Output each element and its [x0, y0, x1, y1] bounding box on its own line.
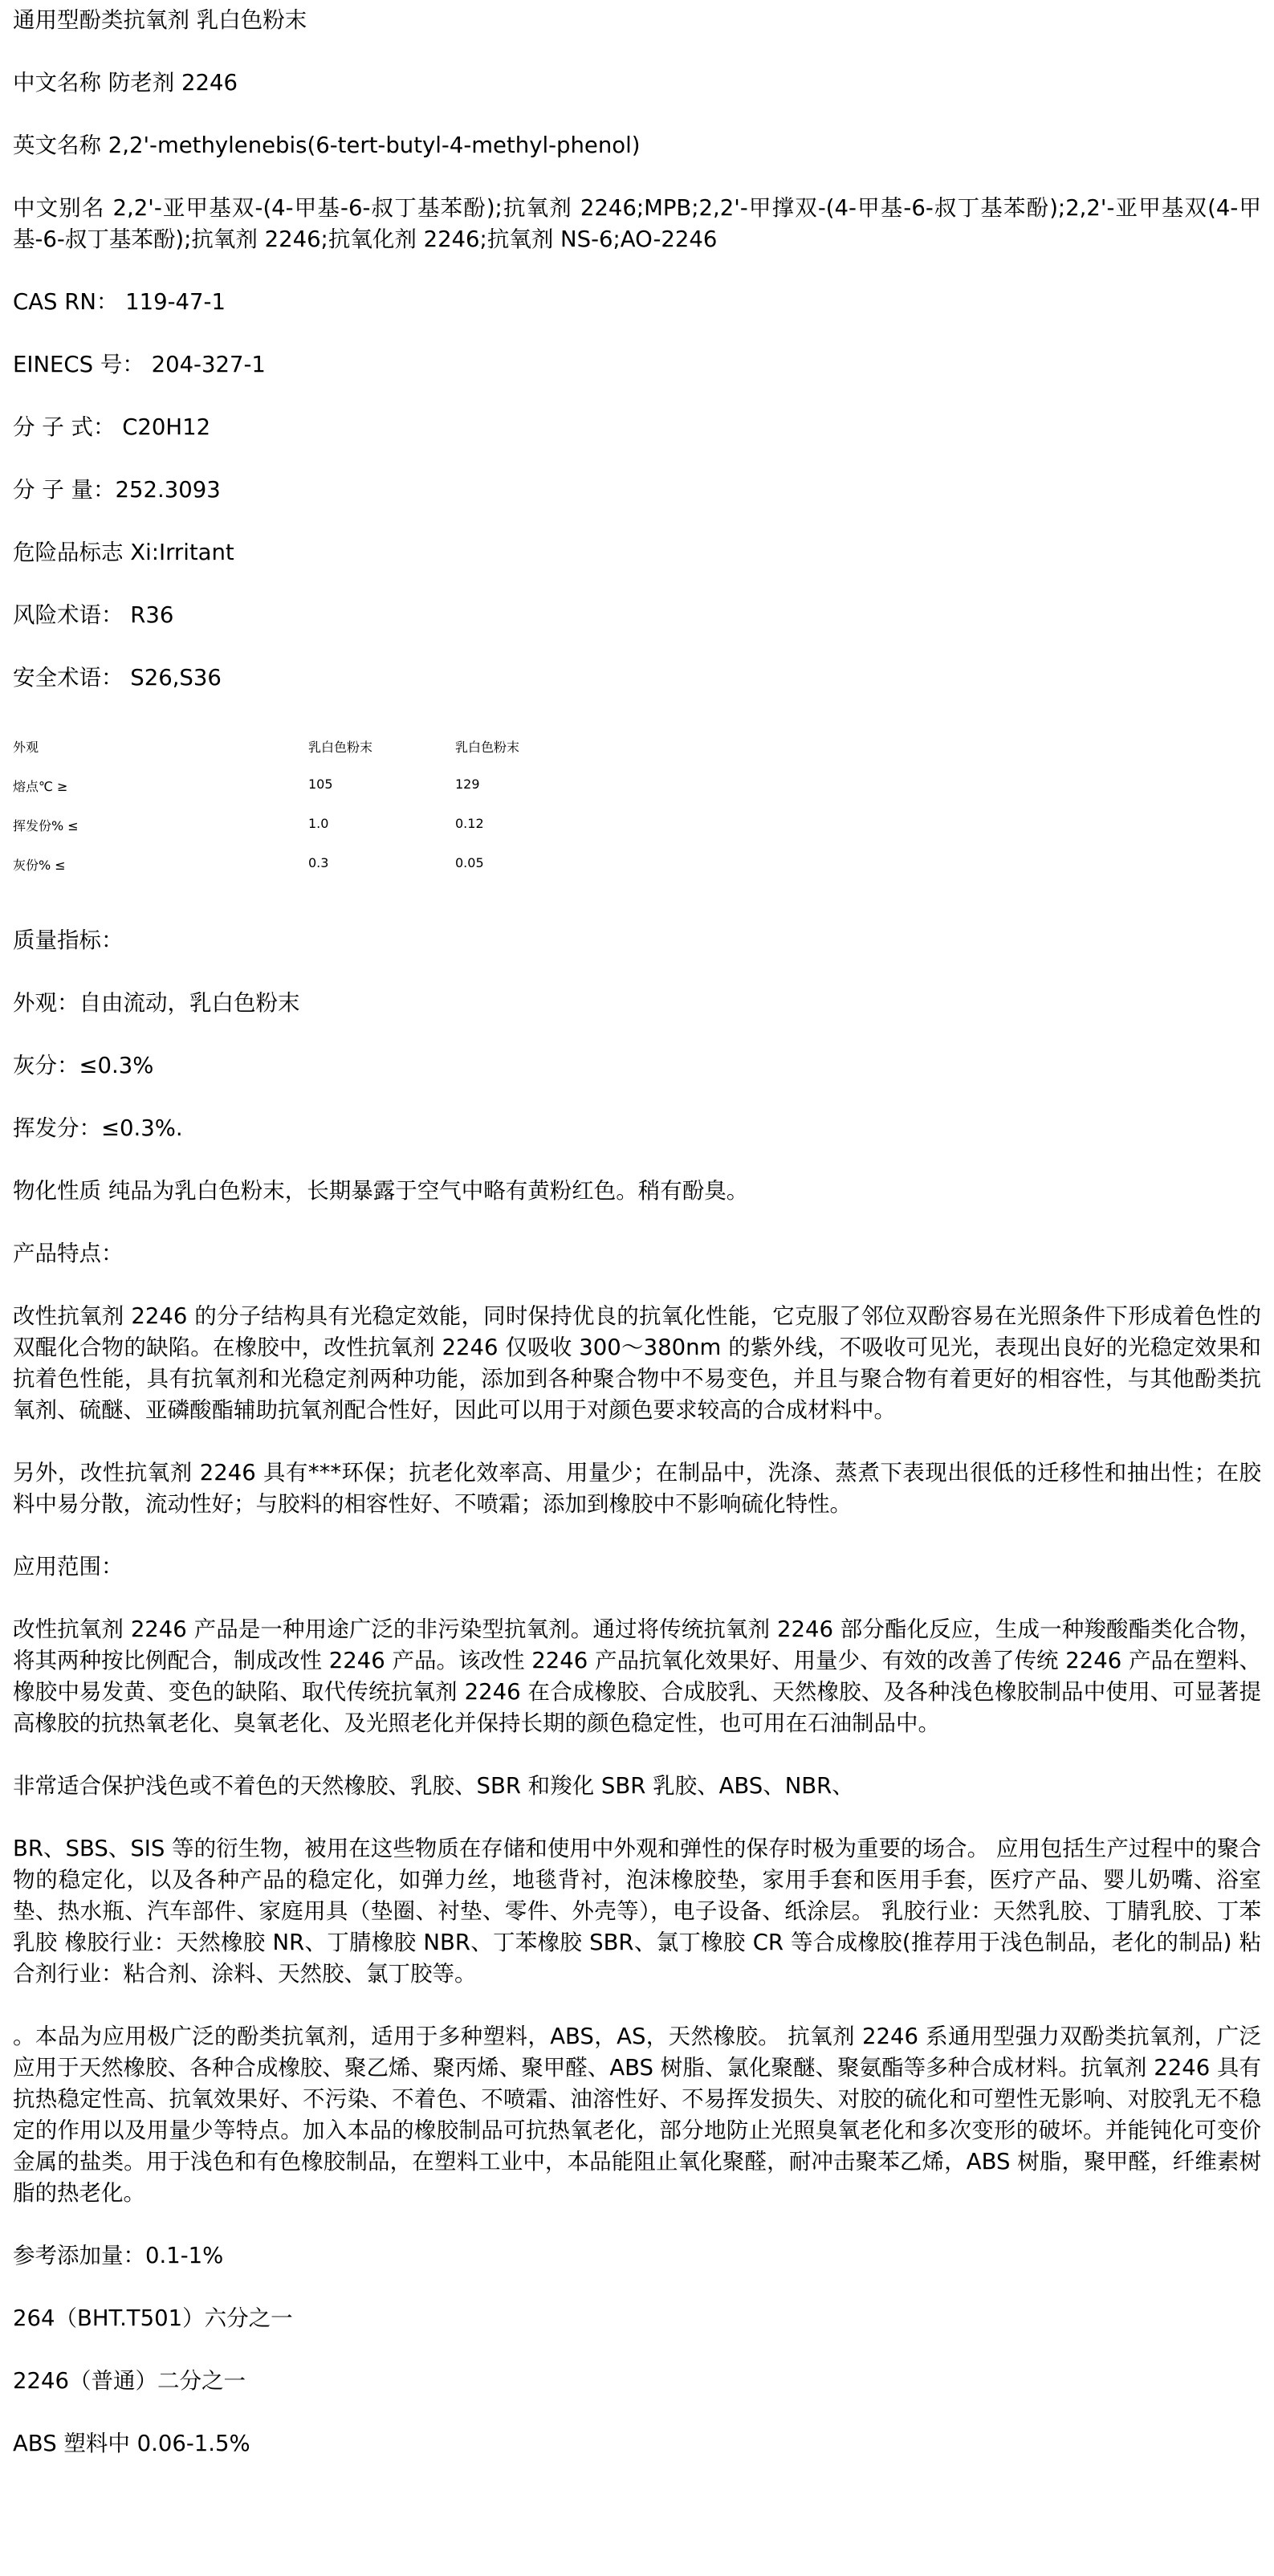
- dosage-heading: 参考添加量：0.1-1%: [13, 2243, 224, 2268]
- chinese-aliases: 中文别名 2,2'-亚甲基双-(4-甲基-6-叔丁基苯酚);抗氧剂 2246;MPB;2,2'-甲撑双-(4-甲基-6-叔丁基苯酚);2,2'-亚甲基双(4-甲基-6-叔丁基苯酚);抗氧剂 2246;抗氧化剂 2246;抗氧剂 NS-6;AO-2246: [13, 195, 1261, 252]
- molecular-formula: 分 子 式： C20H12: [13, 414, 211, 440]
- appearance-spec: 外观：自由流动，乳白色粉末: [13, 990, 300, 1016]
- hazard-symbol: 危险品标志 Xi:Irritant: [13, 540, 234, 565]
- table-cell: 0.05: [455, 855, 484, 870]
- table-cell: 熔点℃ ≥: [13, 779, 68, 794]
- document-title: 通用型酚类抗氧剂 乳白色粉末: [13, 7, 307, 33]
- table-cell: 外观: [13, 740, 39, 755]
- english-name: 英文名称 2,2'-methylenebis(6-tert-butyl-4-methyl-phenol): [13, 132, 641, 158]
- features-paragraph: 另外，改性抗氧剂 2246 具有***环保；抗老化效率高、用量少；在制品中，洗涤、蒸煮下表现出很低的迁移性和抽出性；在胶料中易分散，流动性好；与胶料的相容性好、不喷霜；添加到橡胶中不影响硫化特性。: [13, 1460, 1261, 1517]
- table-row: [13, 776, 735, 816]
- table-cell: 灰份% ≤: [13, 858, 66, 873]
- physical-properties: 物化性质 纯品为乳白色粉末，长期暴露于空气中略有黄粉红色。稍有酚臭。: [13, 1178, 749, 1204]
- spec-table: [13, 737, 735, 895]
- applications-paragraph: 非常适合保护浅色或不着色的天然橡胶、乳胶、SBR 和羧化 SBR 乳胶、ABS、NBR、: [13, 1773, 854, 1799]
- document-body: [13, 0, 1261, 694]
- table-cell: 挥发份% ≤: [13, 818, 79, 834]
- table-row: [13, 737, 735, 776]
- einecs-number: EINECS 号： 204-327-1: [13, 352, 266, 377]
- cas-rn: CAS RN： 119-47-1: [13, 289, 226, 315]
- chinese-name: 中文名称 防老剂 2246: [13, 70, 238, 96]
- molecular-weight: 分 子 量：252.3093: [13, 477, 221, 503]
- features-heading: 产品特点：: [13, 1241, 124, 1266]
- table-cell: 乳白色粉末: [455, 740, 520, 755]
- table-cell: 0.12: [455, 816, 484, 831]
- document-body-lower: [13, 925, 1261, 2460]
- table-cell: 乳白色粉末: [308, 740, 373, 755]
- quality-heading: 质量指标：: [13, 927, 124, 953]
- table-cell: 0.3: [308, 855, 329, 870]
- dosage-item: 2246（普通）二分之一: [13, 2368, 246, 2394]
- features-paragraph: 改性抗氧剂 2246 的分子结构具有光稳定效能，同时保持优良的抗氧化性能，它克服了邻位双酚容易在光照条件下形成着色性的双醌化合物的缺陷。在橡胶中，改性抗氧剂 2246 仅吸收 300～380nm 的紫外线，不吸收可见光，表现出良好的光稳定效果和抗着色性能，具有抗氧剂和光稳定剂两种功能，添加到各种聚合物中不易变色，并且与聚合物有着更好的相容性，与其他酚类抗氧剂、硫醚、亚磷酸酯辅助抗氧剂配合性好，因此可以用于对颜色要求较高的合成材料中。: [13, 1303, 1261, 1423]
- volatile-spec: 挥发分：≤0.3%.: [13, 1115, 183, 1141]
- ash-spec: 灰分：≤0.3%: [13, 1053, 154, 1078]
- table-cell: 1.0: [308, 816, 329, 831]
- table-row: [13, 855, 735, 895]
- table-row: [13, 816, 735, 855]
- risk-phrases: 风险术语： R36: [13, 602, 174, 628]
- table-cell: 129: [455, 776, 480, 792]
- applications-heading: 应用范围：: [13, 1554, 124, 1579]
- dosage-item: 264（BHT.T501）六分之一: [13, 2305, 293, 2331]
- safety-phrases: 安全术语： S26,S36: [13, 665, 222, 691]
- applications-paragraph: BR、SBS、SIS 等的衍生物，被用在这些物质在存储和使用中外观和弹性的保存时极为重要的场合。 应用包括生产过程中的聚合物的稳定化，以及各种产品的稳定化，如弹力丝，地毯背衬，泡沫橡胶垫，家用手套和医用手套，医疗产品、婴儿奶嘴、浴室垫、热水瓶、汽车部件、家庭用具（垫圈、衬垫、零件、外壳等），电子设备、纸涂层。 乳胶行业：天然乳胶、丁腈乳胶、丁苯乳胶 橡胶行业：天然橡胶 NR、丁腈橡胶 NBR、丁苯橡胶 SBR、氯丁橡胶 CR 等合成橡胶(推荐用于浅色制品，老化的制品) 粘合剂行业：粘合剂、涂料、天然胶、氯丁胶等。: [13, 1836, 1261, 1987]
- table-cell: 105: [308, 776, 333, 792]
- applications-paragraph: 。本品为应用极广泛的酚类抗氧剂，适用于多种塑料，ABS，AS，天然橡胶。 抗氧剂 2246 系通用型强力双酚类抗氧剂，广泛应用于天然橡胶、各种合成橡胶、聚乙烯、聚丙烯、聚甲醛、ABS 树脂、氯化聚醚、聚氨酯等多种合成材料。抗氧剂 2246 具有抗热稳定性高、抗氧效果好、不污染、不着色、不喷霜、油溶性好、不易挥发损失、对胶的硫化和可塑性无影响、对胶乳无不稳定的作用以及用量少等特点。加入本品的橡胶制品可抗热氧老化，部分地防止光照臭氧老化和多次变形的破坏。并能钝化可变价金属的盐类。用于浅色和有色橡胶制品，在塑料工业中，本品能阻止氧化聚醛，耐冲击聚苯乙烯，ABS 树脂，聚甲醛，纤维素树脂的热老化。: [13, 2024, 1261, 2206]
- applications-paragraph: 改性抗氧剂 2246 产品是一种用途广泛的非污染型抗氧剂。通过将传统抗氧剂 2246 部分酯化反应，生成一种羧酸酯类化合物，将其两种按比例配合，制成改性 2246 产品。该改性 2246 产品抗氧化效果好、用量少、有效的改善了传统 2246 产品在塑料、橡胶中易发黄、变色的缺陷、取代传统抗氧剂 2246 在合成橡胶、合成胶乳、天然橡胶、及各种浅色橡胶制品中使用、可显著提高橡胶的抗热氧老化、臭氧老化、及光照老化并保持长期的颜色稳定性，也可用在石油制品中。: [13, 1616, 1261, 1736]
- dosage-item: ABS 塑料中 0.06-1.5%: [13, 2431, 250, 2456]
